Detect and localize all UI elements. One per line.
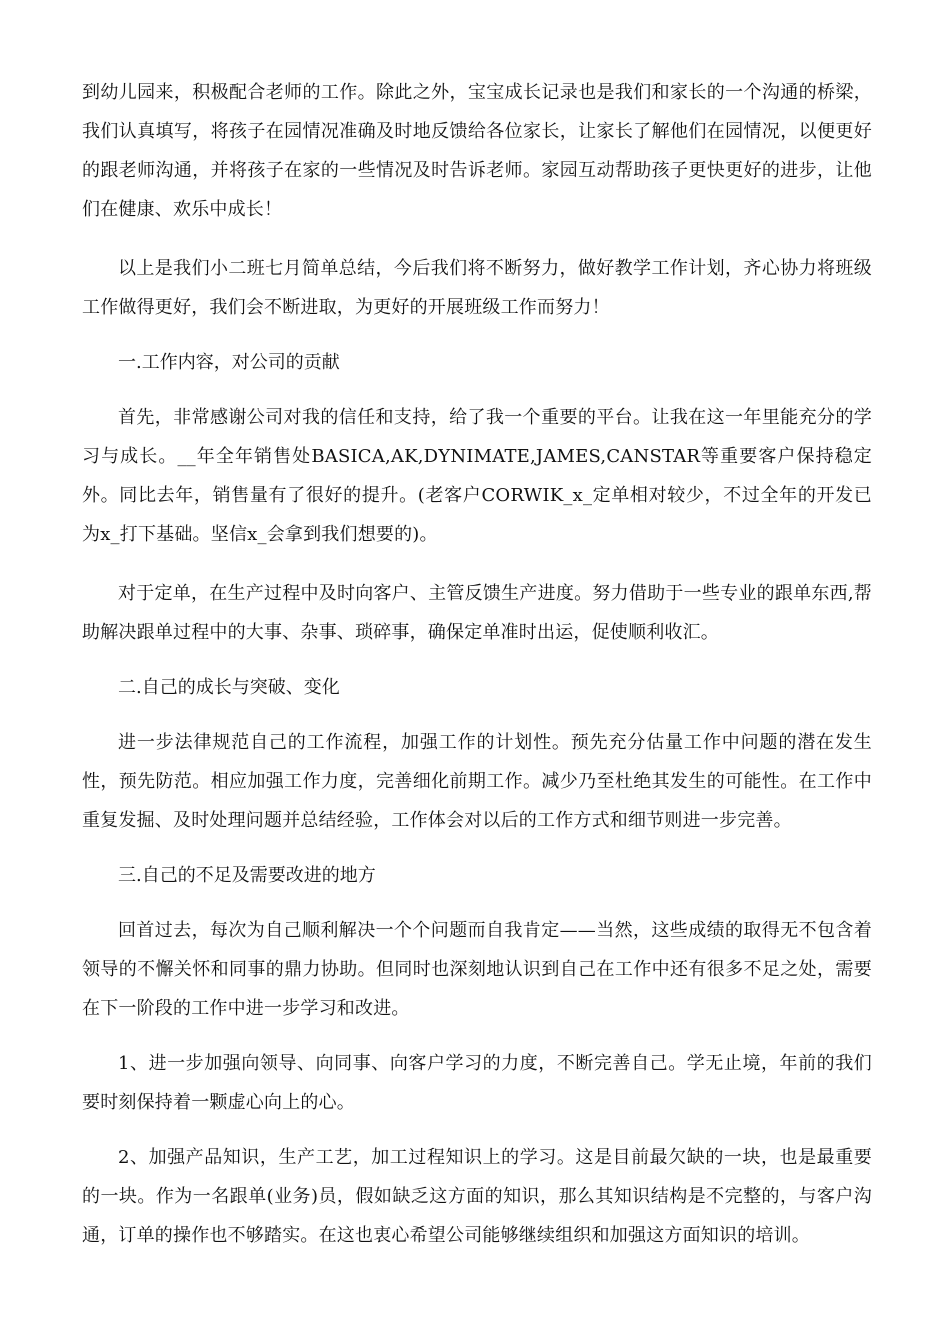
paragraph-reflection: 回首过去，每次为自己顺利解决一个个问题而自我肯定——当然，这些成绩的取得无不包含着领导的不懈关怀和同事的鼎力协助。但同时也深刻地认识到自己在工作中还有很多不足之处，需要在下一阶段的工作中进一步学习和改进。 [82, 920, 872, 1019]
paragraph-class-summary: 以上是我们小二班七月简单总结，今后我们将不断努力，做好教学工作计划，齐心协力将班级工作做得更好，我们会不断进取，为更好的开展班级工作而努力！ [82, 258, 872, 318]
paragraph-point-1: 1、进一步加强向领导、向同事、向客户学习的力度，不断完善自己。学无止境，年前的我们要时刻保持着一颗虚心向上的心。 [82, 1053, 872, 1113]
paragraph-order-follow-up: 对于定单，在生产过程中及时向客户、主管反馈生产进度。努力借助于一些专业的跟单东西,帮助解决跟单过程中的大事、杂事、琐碎事，确保定单准时出运，促使顺利收汇。 [82, 583, 872, 643]
section-heading-work-content: 一.工作内容，对公司的贡献 [118, 352, 340, 373]
paragraph-workflow-improvement: 进一步法律规范自己的工作流程，加强工作的计划性。预先充分估量工作中问题的潜在发生性，预先防范。相应加强工作力度，完善细化前期工作。减少乃至杜绝其发生的可能性。在工作中重复发掘、及时处理问题并总结经验，工作体会对以后的工作方式和细节则进一步完善。 [82, 732, 872, 831]
section-heading-growth: 二.自己的成长与突破、变化 [118, 677, 340, 698]
paragraph-kindergarten-communication: 到幼儿园来，积极配合老师的工作。除此之外，宝宝成长记录也是我们和家长的一个沟通的桥梁，我们认真填写，将孩子在园情况准确及时地反馈给各位家长，让家长了解他们在园情况，以便更好的跟老师沟通，并将孩子在家的一些情况及时告诉老师。家园互动帮助孩子更快更好的进步，让他们在健康、欢乐中成长！ [82, 82, 872, 220]
paragraph-sales-contribution: 首先，非常感谢公司对我的信任和支持，给了我一个重要的平台。让我在这一年里能充分的学习与成长。__年全年销售处BASICA,AK,DYNIMATE,JAMES,CANSTAR等重要客户保持稳定外。同比去年，销售量有了很好的提升。(老客户CORWIK_x_定单相对较少，不过全年的开发已为x_打下基础。坚信x_会拿到我们想要的)。 [82, 407, 872, 545]
paragraph-point-2: 2、加强产品知识，生产工艺，加工过程知识上的学习。这是目前最欠缺的一块，也是最重要的一块。作为一名跟单(业务)员，假如缺乏这方面的知识，那么其知识结构是不完整的，与客户沟通，订单的操作也不够踏实。在这也衷心希望公司能够继续组织和加强这方面知识的培训。 [82, 1147, 872, 1246]
section-heading-shortcomings: 三.自己的不足及需要改进的地方 [118, 865, 376, 886]
